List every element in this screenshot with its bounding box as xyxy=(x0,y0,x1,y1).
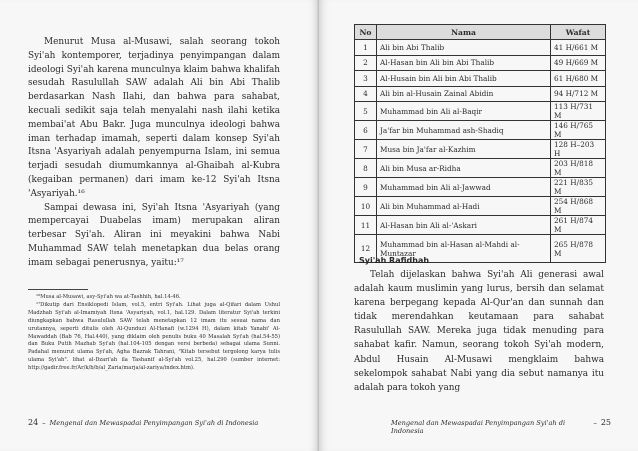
cell-no: 11 xyxy=(355,216,377,235)
footnotes xyxy=(28,294,280,373)
imams-table xyxy=(354,24,606,263)
table-row xyxy=(355,86,606,102)
column-header-wafat: Wafat xyxy=(551,25,606,40)
table-body xyxy=(355,40,606,263)
section-title: Syi'ah Rafidhah xyxy=(359,256,430,265)
right-body-text xyxy=(354,268,604,395)
cell-wafat: 203 H/818 M xyxy=(551,159,606,178)
cell-no: 7 xyxy=(355,140,377,159)
cell-nama: Muhammad bin Ali al-Jawwad xyxy=(377,178,551,197)
table-row xyxy=(355,102,606,121)
cell-wafat: 221 H/835 M xyxy=(551,178,606,197)
cell-nama: Musa bin Ja'far al-Kazhim xyxy=(377,140,551,159)
table-row xyxy=(355,197,606,216)
table-row xyxy=(355,55,606,71)
table-row xyxy=(355,121,606,140)
cell-nama: Ali bin Abi Thalib xyxy=(377,40,551,56)
cell-no: 3 xyxy=(355,71,377,87)
cell-wafat: 41 H/661 M xyxy=(551,40,606,56)
table-row xyxy=(355,140,606,159)
running-title: Mengenal dan Mewaspadai Penyimpangan Syi'ah di Indonesia xyxy=(391,419,566,435)
cell-wafat: 113 H/731 M xyxy=(551,102,606,121)
cell-wafat: 261 H/874 M xyxy=(551,216,606,235)
cell-nama: Ali bin Muhammad al-Hadi xyxy=(377,197,551,216)
left-page xyxy=(0,0,318,451)
cell-no: 9 xyxy=(355,178,377,197)
table-row xyxy=(355,71,606,87)
footnote: ¹⁶Musa al-Musawi, asy-Syi'ah wa at-Tashhih, hal.14-46. xyxy=(36,294,181,300)
table-row xyxy=(355,178,606,197)
separator: – xyxy=(42,419,46,427)
cell-nama: Muhammad bin al-Hasan al-Mahdi al-Muntazar xyxy=(377,235,551,263)
cell-wafat: 128 H–203 H xyxy=(551,140,606,159)
cell-wafat: 265 H/878 M xyxy=(551,235,606,263)
table-row xyxy=(355,159,606,178)
page-number: 24 xyxy=(28,418,39,427)
table-row xyxy=(355,216,606,235)
cell-wafat: 49 H/669 M xyxy=(551,55,606,71)
cell-wafat: 254 H/868 M xyxy=(551,197,606,216)
cell-nama: Muhammad bin Ali al-Baqir xyxy=(377,102,551,121)
cell-nama: Al-Hasan bin Ali al-'Askari xyxy=(377,216,551,235)
cell-nama: Ali bin al-Husain Zainal Abidin xyxy=(377,86,551,102)
cell-nama: Ali bin Musa ar-Ridha xyxy=(377,159,551,178)
running-title: Mengenal dan Mewaspadai Penyimpangan Syi'ah di Indonesia xyxy=(49,419,259,427)
cell-no: 10 xyxy=(355,197,377,216)
table-row xyxy=(355,40,606,56)
footnote-divider xyxy=(28,289,88,290)
cell-no: 5 xyxy=(355,102,377,121)
column-header-no: No xyxy=(355,25,377,40)
cell-no: 6 xyxy=(355,121,377,140)
paragraph: Menurut Musa al-Musawi, salah seorang tokoh Syi'ah kontemporer, terjadinya penyimpangan dalam ideologi Syi'ah karena munculnya klaim bahwa khalifah sesudah Rasulullah SAW adalah Ali bin Abi Thalib berdasarkan Nash Ilahi, dan bahwa para sahabat, kecuali sedikit saja telah menyalahi nash ilahi ketika membai'at Abu Bakr. Juga munculnya ideologi bahwa iman terhadap imamah, seperti dalam konsep Syi'ah Itsna 'Asyariyah adalah penyempurna Islam, ini semua terjadi sesudah diumumkannya al-Ghaibah al-Kubra (kegaiban permanen) dari imam ke-12 Syi'ah Itsna 'Asyariyah.¹⁶ xyxy=(28,37,280,199)
paragraph: Sampai dewasa ini, Syi'ah Itsna 'Asyariyah (yang mempercayai Duabelas imam) merupakan aliran terbesar Syi'ah. Aliran ini meyakini bahwa Nabi Muhammad SAW telah menetapkan dua belas orang imam sebagai penerusnya, yaitu:¹⁷ xyxy=(28,202,280,268)
left-page-footer xyxy=(28,418,288,427)
table-header-row xyxy=(355,25,606,40)
right-page xyxy=(319,0,638,451)
cell-nama: Al-Husain bin Ali bin Abi Thalib xyxy=(377,71,551,87)
cell-no: 12 xyxy=(355,235,377,263)
cell-no: 1 xyxy=(355,40,377,56)
cell-wafat: 61 H/680 M xyxy=(551,71,606,87)
cell-wafat: 94 H/712 M xyxy=(551,86,606,102)
left-body-text xyxy=(28,36,280,271)
right-page-footer xyxy=(391,418,611,435)
cell-nama: Al-Hasan bin Ali bin Abi Thalib xyxy=(377,55,551,71)
separator: – xyxy=(593,419,597,427)
column-header-nama: Nama xyxy=(377,25,551,40)
cell-no: 4 xyxy=(355,86,377,102)
paragraph: Telah dijelaskan bahwa Syi'ah Ali generasi awal adalah kaum muslimin yang lurus, bersih dan selamat karena berpegang kepada Al-Qur'an dan sunnah dan tidak merendahkan keutamaan para sahabat Rasulullah SAW. Mereka juga tidak menuding para sahabat kafir. Namun, seorang tokoh Syi'ah modern, Abdul Husain Al-Musawi mengklaim bahwa sekelompok sahabat Nabi yang dia sebut namanya itu adalah para tokoh yang xyxy=(354,270,604,393)
cell-wafat: 146 H/765 M xyxy=(551,121,606,140)
cell-no: 2 xyxy=(355,55,377,71)
page-number: 25 xyxy=(600,418,611,427)
cell-no: 8 xyxy=(355,159,377,178)
cell-nama: Ja'far bin Muhammad ash-Shadiq xyxy=(377,121,551,140)
footnote: ¹⁷Dikutip dari Ensiklopedi Islam, vol.5, entri Syi'ah. Lihat juga al-Qifari dalam Ushul Madzhab Syi'ah al-Imamiyah Itsna 'Asyariyah, vol.1, hal.129. Dalam literatur Syi'ah terkini diungkapkan bahwa Rasulullah SAW telah menetapkan 12 imam itu sesuai nama dan urutannya, seperti ditulis oleh Al-Qunduzi Al-Hanafi (w.1294 H), dalam kitab Yanabi' Al-Mawaddah (Bab 76, Hal.440), yang diklaim oleh penulis buku 40 Masalah Syi'ah (hal.54-55) dan Buku Putih Mazhab Syi'ah (hal.104-105 dengan versi berbeda) sebagai ulama Sunni. Padahal menurut ulama Syi'ah, Agha Bazrak Tahrani, "Kitab tersebut tergolong karya tulis ulama Syi'ah". lihat al-Dzari'ah ila Tashanif al-Syi'ah vol.25, hal.290 (sumber internet: http://gadir.free.fr/Ar/k/b/b/al_Zaria/marja/al-zariya/index.htm). xyxy=(28,301,280,372)
